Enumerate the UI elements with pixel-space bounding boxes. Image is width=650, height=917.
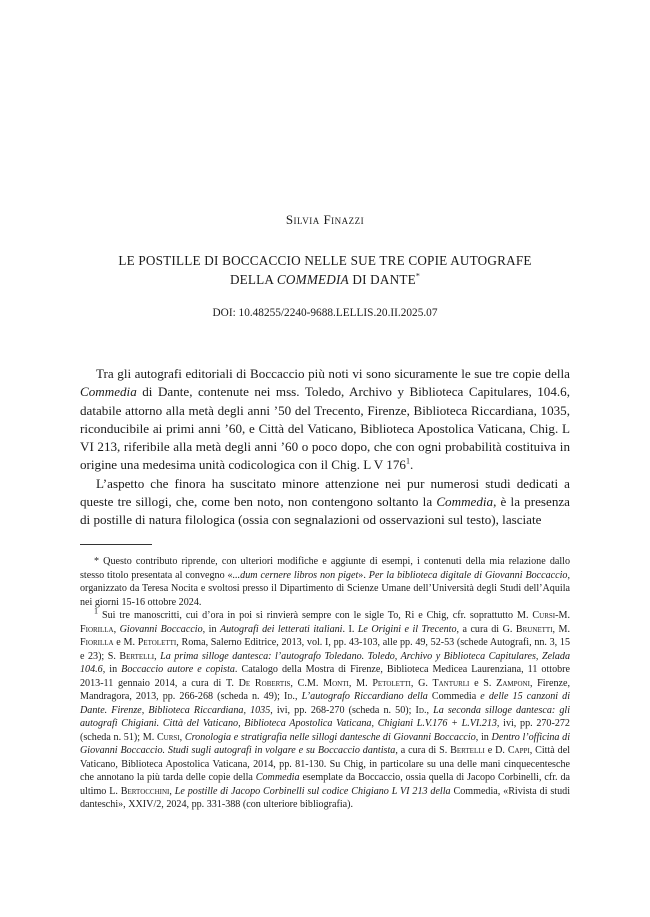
author-name: M. Cursi <box>516 610 556 621</box>
footnote-separator <box>80 544 152 545</box>
paragraph <box>80 475 570 530</box>
text-italic: e delle 15 canzoni di Dante. Firenze, Biblioteca Riccardiana, 1035 <box>80 691 571 716</box>
author-name: S. Zamponi <box>483 677 530 689</box>
text: , ivi, pp. 270-272 (scheda n. 51); <box>80 718 570 743</box>
text: , a cura di G. <box>456 623 516 635</box>
author-name: M. Fiorilla <box>80 610 570 635</box>
doi: DOI: 10.48255/2240-9688.LELLIS.20.II.2025.07 <box>212 307 438 319</box>
author-name: D. Cappi <box>495 745 530 756</box>
text: , <box>154 650 161 662</box>
author-name: Silvia Finazzi <box>285 212 365 227</box>
text: , in <box>475 731 492 743</box>
text: , Roma, Salerno Editrice, 2013, vol. I, pp. 43-103, alle pp. 49, 52-53 (schede Autografi, nn. 3, 15 e 23); <box>80 637 571 662</box>
text: , <box>294 691 302 702</box>
text: , <box>113 623 120 635</box>
author-name: T. De Robertis <box>225 677 291 689</box>
text-italic: Commedia <box>436 494 494 510</box>
text: . I. <box>342 623 358 635</box>
article-title <box>60 251 590 289</box>
text: , <box>348 677 357 689</box>
author-name: Brunetti <box>515 623 553 635</box>
text-italic: ...dum cernere libros non piget <box>232 569 359 581</box>
text: * Questo contributo riprende, con ulteriori modifiche e aggiunte di esempi, i contenuti della mia relazione dallo stesso titolo presentata al convegno « <box>80 556 570 581</box>
text: , <box>426 704 434 716</box>
author-name: C.M. Monti <box>297 677 349 689</box>
text: - <box>555 610 559 621</box>
text: Commedia <box>431 691 477 702</box>
text: , <box>179 731 185 743</box>
title-italic: COMMEDIA <box>276 272 349 287</box>
footnote-star <box>80 555 570 609</box>
body-text <box>80 365 570 530</box>
author-name: M. Petoletti <box>356 677 411 689</box>
text: , a cura di <box>395 745 440 756</box>
title-line-1: LE POSTILLE DI BOCCACCIO NELLE SUE TRE COPIE AUTOGRAFE <box>118 253 532 268</box>
text: , in <box>102 664 122 675</box>
text-italic: L’autografo Riccardiano della <box>301 691 432 702</box>
author-name: M. Cursi <box>142 731 180 743</box>
text: Tra gli autografi editoriali di Boccaccio più noti vi sono sicuramente le sue tre copie della <box>96 366 570 381</box>
text-italic: Le postille di Jacopo Corbinelli sul codice Chigiano L VI 213 della <box>174 785 451 797</box>
text: di Dante, contenute nei mss. Toledo, Archivo y Biblioteca Capitulares, 104.6, databile attorno alla metà degli anni ’50 del Trecento, Firenze, Biblioteca Riccardiana, 1035, riconducibile ai primi anni ’60, e Città del Vaticano, Biblioteca Apostolica Vaticana, Chig. L VI 213, riferibile alla metà degli anni ’60 o poco dopo, che con ogni probabilità costituiva in origine una medesima unità codicologica con il Chig. L V 176 <box>80 384 570 473</box>
title-line-2 <box>60 270 590 289</box>
footnotes <box>80 555 570 812</box>
text: , è la presenza di postille di natura filologica (ossia con segnalazioni od osservazioni sul testo), lasciate <box>80 494 570 528</box>
author-name: S. Bertelli <box>439 745 485 756</box>
author-name: Id. <box>284 691 295 702</box>
text: Sui tre manoscritti, cui d’ora in poi si rinvierà sempre con le sigle To, Ri e Chig, cfr. soprattutto <box>98 610 517 621</box>
author-name: S. Bertelli <box>107 650 155 662</box>
author-name: Id. <box>415 704 427 716</box>
text: , Città del Vaticano, Biblioteca Apostolica Vaticana, 2014, pp. 81-130. Su Chig, in particolare su una delle mani cinquecentesche che annotano la più tarda delle copie della <box>80 745 570 783</box>
text: e <box>469 677 484 689</box>
text-italic: La seconda silloge dantesca: gli autografi Chigiani. Città del Vaticano, Biblioteca Apostolica Vaticana, Chigiani L.V.176 + L.VI.213 <box>80 704 571 729</box>
text: , <box>410 677 419 689</box>
text: , <box>552 623 559 635</box>
title-text: DI DANTE <box>348 272 416 287</box>
text: . Catalogo della Mostra di Firenze, Biblioteca Medicea Laurenziana, 11 ottobre 2013-11 gennaio 2014, a cura di <box>80 664 571 689</box>
text-italic: Cronologia e stratigrafia nelle sillogi dantesche di Giovanni Boccaccio <box>184 731 476 743</box>
text: , Firenze, Mandragora, 2013, pp. 266-268 (scheda n. 49); <box>80 677 570 702</box>
text: Commedia, «Rivista di studi danteschi», XXIV/2, 2024, pp. 331-388 (con ulteriore bibliografia). <box>80 785 571 810</box>
title-text: DELLA <box>229 272 277 287</box>
text: . <box>409 457 414 473</box>
text: ». <box>358 569 369 581</box>
text: , organizzato da Teresa Nocita e svoltosi presso il Dipartimento di Scienze Umane dell’Università degli Studi dell’Aquila nei giorni 15-16 ottobre 2024. <box>80 569 571 608</box>
author-name: M. Petoletti <box>123 637 177 648</box>
text-italic: Dentro l’officina di Giovanni Boccaccio. Studi sugli autografi in volgare e su Boccaccio dantista <box>80 731 571 756</box>
text: e <box>113 637 124 648</box>
paragraph <box>80 365 570 475</box>
text: L’aspetto che finora ha suscitato minore attenzione nei pur numerosi studi dedicati a queste tre sillogi, che, come ben noto, non contengono soltanto la <box>80 475 570 510</box>
text-italic: La prima silloge dantesca: l’autografo Toledano. Toledo, Archivo y Biblioteca Capitulares, Zelada 104.6 <box>80 650 570 675</box>
text: esemplate da Boccaccio, ossia quella di Jacopo Corbinelli, cfr. da ultimo <box>80 772 570 797</box>
footnote-number: 1 <box>94 606 98 616</box>
footnote-marker: * <box>415 271 421 281</box>
footnote-ref[interactable]: 1 <box>405 457 410 467</box>
text: e <box>484 745 496 756</box>
text: , <box>290 677 298 689</box>
text-italic: Commedia <box>80 384 137 400</box>
text: , <box>169 785 175 797</box>
text-italic: Commedia <box>255 772 300 783</box>
author-name: G. Tanturli <box>418 677 470 689</box>
text: , in <box>202 623 220 635</box>
author-name: L. Bertocchini <box>109 785 170 797</box>
text-italic: Autografi dei letterati italiani <box>219 623 343 635</box>
text-italic: Giovanni Boccaccio <box>119 623 203 635</box>
author-name: M. Fiorilla <box>80 623 571 648</box>
text-italic: Boccaccio autore e copista <box>121 664 235 675</box>
text: , ivi, pp. 268-270 (scheda n. 50); <box>270 704 416 716</box>
text-italic: Per la biblioteca digitale di Giovanni Boccaccio <box>368 569 568 581</box>
footnote-1 <box>80 606 571 812</box>
text-italic: Le Origini e il Trecento <box>357 623 457 635</box>
